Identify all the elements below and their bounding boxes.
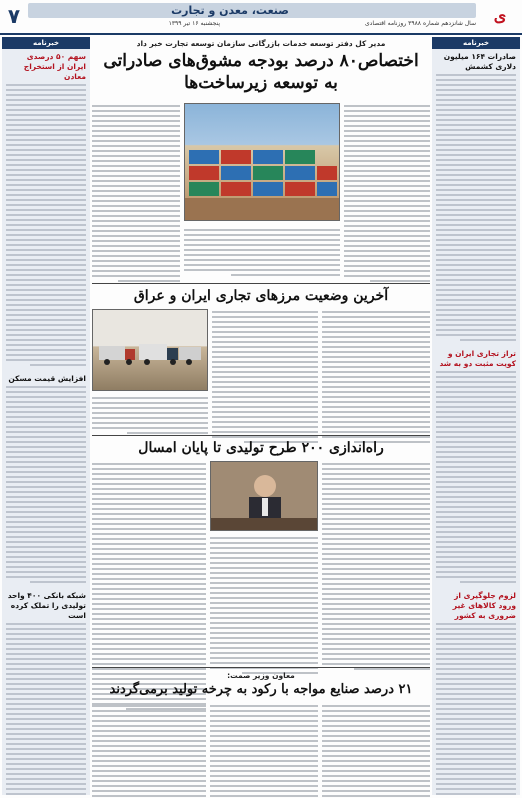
body-text-lines — [436, 371, 516, 583]
sidebar-left-item — [2, 588, 90, 795]
masthead — [0, 0, 522, 34]
story-text-column — [184, 227, 340, 279]
story-divider — [92, 283, 430, 284]
story-text-column — [212, 309, 318, 446]
story-text-column — [92, 395, 208, 437]
story-headline: اختصاص۸۰ درصد بودجه مشوق‌های صادراتی — [103, 51, 419, 71]
story-text-column — [344, 103, 430, 285]
sidebar-item-title: سهم ۵۰ درصدی ایران از استخراج معادن — [23, 52, 86, 81]
official-portrait-photo — [210, 461, 318, 531]
sidebar-left-head: خبرنامه — [2, 37, 90, 49]
story-divider — [92, 667, 430, 668]
sidebar-left-item — [2, 371, 90, 588]
story-text-column — [210, 535, 318, 677]
story-kicker: معاون وزیر صمت: — [227, 671, 295, 680]
story-text-column — [322, 703, 430, 798]
sidebar-right-item — [432, 49, 520, 346]
newspaper-logo — [480, 2, 520, 30]
story-text-column — [92, 703, 206, 798]
sidebar-right-head: خبرنامه — [432, 37, 520, 49]
story-headline: راه‌اندازی ۲۰۰ طرح تولیدی تا پایان امسال — [138, 440, 384, 456]
main-column — [92, 37, 430, 795]
body-text-lines — [6, 623, 86, 795]
story-text-column — [210, 703, 318, 798]
page-number: ۷ — [7, 4, 21, 28]
sidebar-left-item — [2, 49, 90, 371]
story-divider — [92, 435, 430, 436]
containers-illustration — [184, 104, 339, 221]
story-iran-iraq-borders — [92, 285, 430, 433]
body-text-lines — [436, 623, 516, 795]
masthead-rule — [0, 33, 522, 35]
story-export-incentives — [92, 37, 430, 282]
story-recession-industries — [92, 669, 430, 795]
story-headline: ۲۱ درصد صنایع مواجه با رکود به چرخه تولید برمی‌گردند — [109, 682, 413, 697]
body-text-lines — [6, 386, 86, 583]
sidebar-item-title: صادرات ۱۶۴ میلیون دلاری کشمش — [443, 52, 516, 71]
body-text-lines — [436, 74, 516, 341]
containers-photo — [184, 103, 340, 221]
sidebar-right-item — [432, 346, 520, 588]
story-text-column — [322, 309, 430, 446]
logo-text: ی — [493, 6, 507, 25]
sidebar-item-title: شبکه بانکی ۴۰۰ واحد تولیدی را تملک کرده است — [7, 591, 86, 620]
portrait-illustration — [210, 462, 317, 531]
sidebar-left — [2, 37, 90, 795]
section-title: صنعت، معدن و تجارت — [171, 4, 289, 17]
story-headline-line2: به توسعه زیرساخت‌ها — [184, 73, 338, 93]
sidebar-right-item — [432, 588, 520, 795]
story-200-projects — [92, 437, 430, 665]
trucks-illustration — [92, 310, 207, 391]
story-text-column — [92, 103, 180, 285]
sidebar-right — [432, 37, 520, 795]
story-text-column — [322, 461, 430, 673]
sidebar-item-title: تراز تجاری ایران و کویت مثبت دو به شد — [439, 349, 516, 368]
trucks-photo — [92, 309, 208, 391]
sidebar-item-title: افزایش قیمت مسکن — [8, 374, 86, 383]
story-kicker: مدیر کل دفتر توسعه خدمات بازرگانی سازمان توسعه تجارت خبر داد — [136, 39, 386, 48]
sidebar-item-title: لزوم جلوگیری از ورود کالاهای غیر ضروری به کشور — [452, 591, 516, 620]
issue-date: پنجشنبه ۱۶ تیر ۱۳۹۹ — [168, 20, 220, 27]
story-headline: آخرین وضعیت مرزهای تجاری ایران و عراق — [133, 288, 389, 304]
body-text-lines — [6, 84, 86, 366]
masthead-subtitle: سال شانزدهم شماره ۳۹۸۸ روزنامه اقتصادی — [364, 20, 476, 27]
